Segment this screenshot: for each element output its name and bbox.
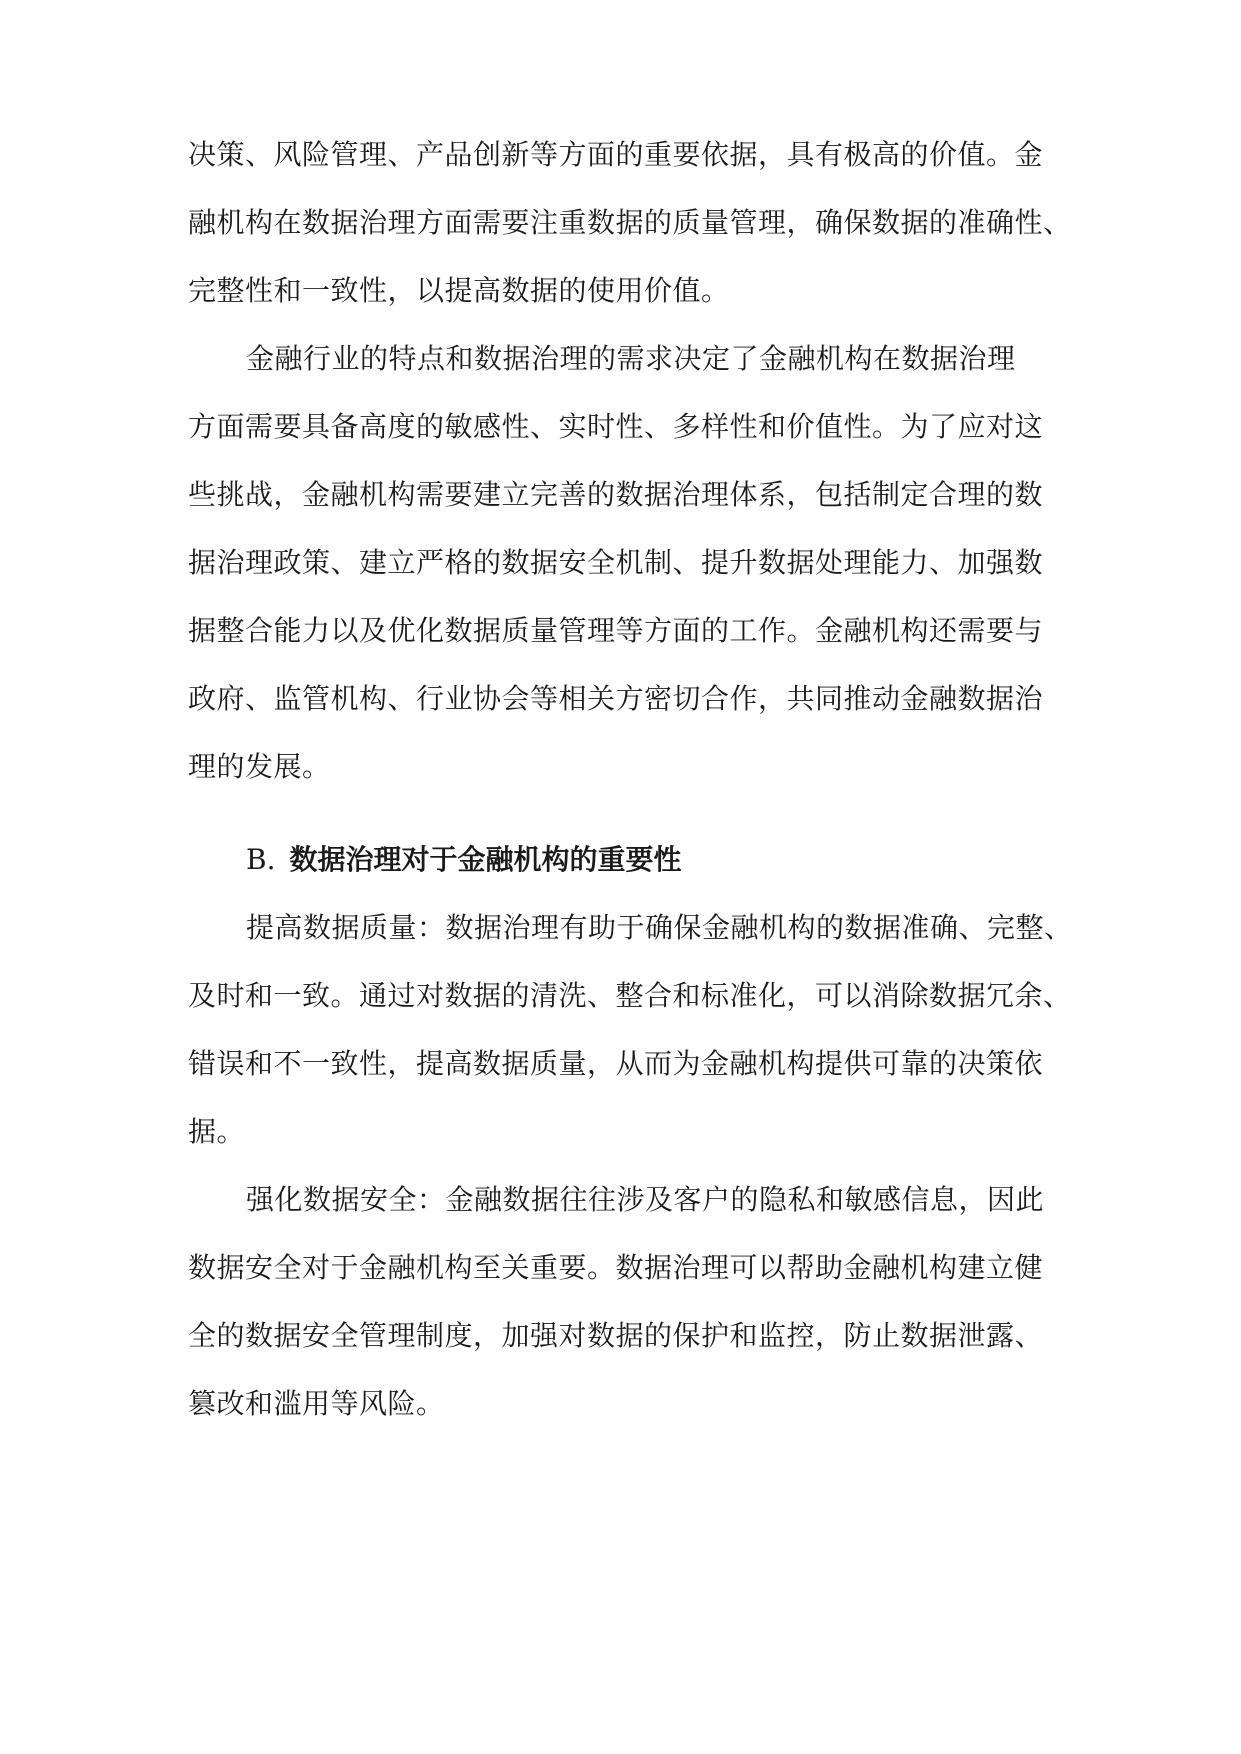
paragraph-line: 方面需要具备高度的敏感性、实时性、多样性和价值性。为了应对这 xyxy=(188,410,1044,443)
paragraph-line: 篡改和滥用等风险。 xyxy=(188,1387,445,1420)
paragraph-line: 些挑战，金融机构需要建立完善的数据治理体系，包括制定合理的数 xyxy=(188,478,1044,511)
section-title: 数据治理对于金融机构的重要性 xyxy=(289,843,682,876)
section-heading xyxy=(246,840,682,880)
paragraph-line: 及时和一致。通过对数据的清洗、整合和标准化，可以消除数据冗余、 xyxy=(188,979,1072,1012)
paragraph-line: 强化数据安全：金融数据往往涉及客户的隐私和敏感信息，因此 xyxy=(246,1183,1045,1216)
paragraph-line: 理的发展。 xyxy=(188,750,331,783)
paragraph-line: 据。 xyxy=(188,1115,246,1148)
section-number: B. xyxy=(246,843,276,876)
paragraph-line: 据治理政策、建立严格的数据安全机制、提升数据处理能力、加强数 xyxy=(188,546,1044,579)
paragraph-line: 完整性和一致性，以提高数据的使用价值。 xyxy=(188,274,730,307)
paragraph-line: 全的数据安全管理制度，加强对数据的保护和监控，防止数据泄露、 xyxy=(188,1319,1044,1352)
paragraph-line: 决策、风险管理、产品创新等方面的重要依据，具有极高的价值。金 xyxy=(188,138,1044,171)
paragraph-line: 错误和不一致性，提高数据质量，从而为金融机构提供可靠的决策依 xyxy=(188,1047,1044,1080)
paragraph-line: 融机构在数据治理方面需要注重数据的质量管理，确保数据的准确性、 xyxy=(188,206,1072,239)
paragraph-line: 据整合能力以及优化数据质量管理等方面的工作。金融机构还需要与 xyxy=(188,614,1044,647)
paragraph-line: 提高数据质量：数据治理有助于确保金融机构的数据准确、完整、 xyxy=(246,911,1073,944)
paragraph-line: 金融行业的特点和数据治理的需求决定了金融机构在数据治理 xyxy=(246,342,1016,375)
paragraph-line: 数据安全对于金融机构至关重要。数据治理可以帮助金融机构建立健 xyxy=(188,1251,1044,1284)
paragraph-line: 政府、监管机构、行业协会等相关方密切合作，共同推动金融数据治 xyxy=(188,682,1044,715)
